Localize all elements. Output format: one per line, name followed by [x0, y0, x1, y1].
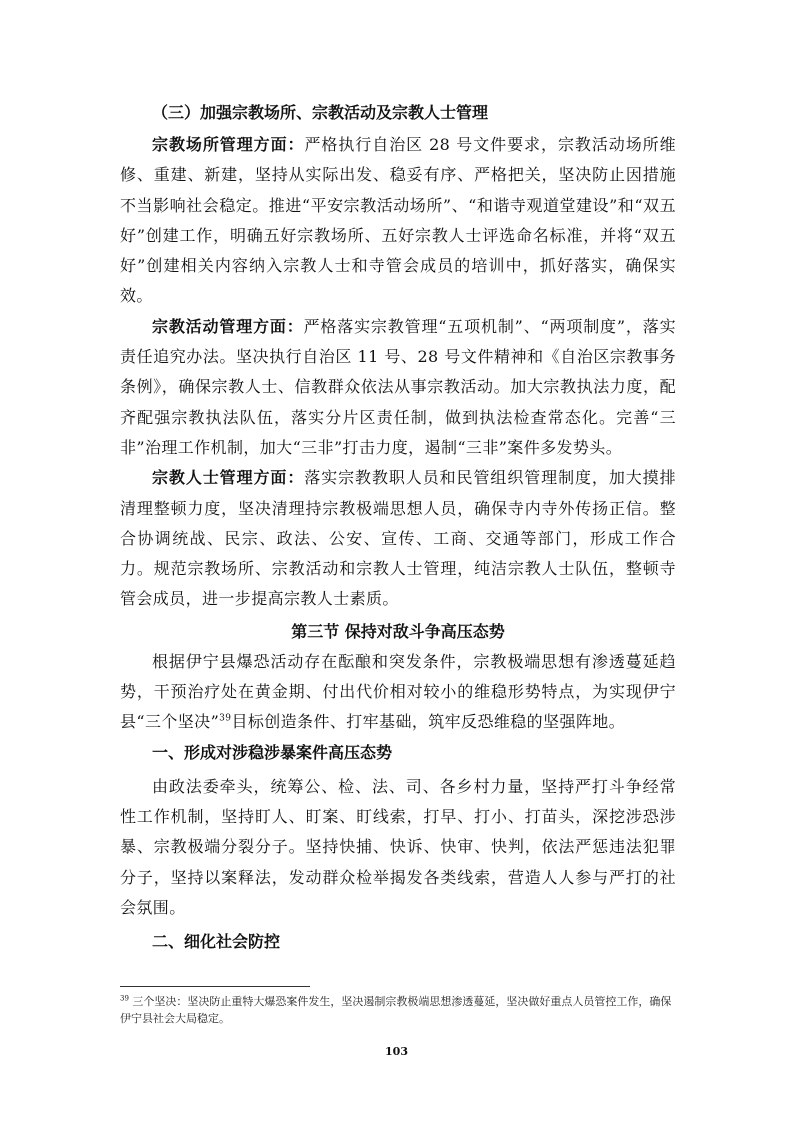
paragraph-lead: 宗教活动管理方面： [152, 316, 304, 336]
paragraph-personnel [120, 463, 676, 614]
paragraph-lead: 宗教人士管理方面： [152, 468, 305, 488]
subsection-heading: （三）加强宗教场所、宗教活动及宗教人士管理 [152, 103, 489, 122]
heading-social-control: 二、细化社会防控 [152, 932, 281, 952]
heading-high-pressure: 一、形成对涉稳涉暴案件高压态势 [152, 742, 393, 762]
footnote-reference[interactable]: 39 [219, 714, 232, 725]
body-text [120, 100, 676, 955]
paragraph-venues [120, 130, 676, 312]
paragraph-text: 由政法委牵头，统筹公、检、法、司、各乡村力量，坚持严打斗争经常性工作机制，坚持盯人、盯案、盯线索，打早、打小、打苗头，深挖涉恐涉暴、宗教极端分裂分子。坚持快捕、快诉、快审、快判，依法严惩违法犯罪分子，坚持以案释法，发动群众检举揭发各类线索，营造人人参与严打的社会氛围。 [120, 776, 676, 917]
footnote-text: 三个坚决：坚决防止重特大爆恐案件发生，坚决遏制宗教极端思想渗透蔓延，坚决做好重点人员管控工作，确保伊宁县社会大局稳定。 [120, 995, 672, 1025]
paragraph-pressure [120, 772, 676, 923]
footnote-divider [120, 986, 310, 987]
paragraph-text: 落实宗教教职人员和民管组织管理制度，加大摸排清理整顿力度，坚决清理持宗教极端思想人员，确保寺内寺外传扬正信。整合协调统战、民宗、政法、公安、宣传、工商、交通等部门，形成工作合力。规范宗教场所、宗教活动和宗教人士管理，纯洁宗教人士队伍，整顿寺管会成员，进一步提高宗教人士素质。 [120, 468, 676, 609]
footnote-number: 39 [120, 994, 129, 1003]
paragraph-lead: 宗教场所管理方面： [152, 135, 305, 154]
paragraph-activities [120, 312, 676, 463]
paragraph-text: 严格执行自治区 28 号文件要求，宗教活动场所维修、重建、新建，坚持从实际出发、稳妥有序、严格把关，坚决防止因措施不当影响社会稳定。推进“平安宗教活动场所”、“和谐寺观道堂建设”和“双五好”创建工作，明确五好宗教场所、五好宗教人士评选命名标准，并将“双五好”创建相关内容纳入宗教人士和寺管会成员的培训中，抓好落实，确保实效。 [120, 135, 676, 306]
footnote [120, 993, 676, 1027]
paragraph-text: 目标创造条件、打牢基础，筑牢反恐维稳的坚强阵地。 [231, 712, 626, 732]
paragraph-text: 严格落实宗教管理“五项机制”、“两项制度”，落实责任追究办法。坚决执行自治区 11 号、28 号文件精神和《自治区宗教事务条例》，确保宗教人士、信教群众依法从事宗教活动。加大宗教执法力度，配齐配强宗教执法队伍，落实分片区责任制，做到执法检查常态化。完善“三非”治理工作机制，加大“三非”打击力度，遏制“三非”案件多发势头。 [120, 316, 676, 457]
paragraph-section-intro [120, 647, 676, 738]
page-number: 103 [385, 1045, 408, 1058]
section-title: 第三节 保持对敌斗争高压态势 [291, 621, 505, 641]
paragraph-text: 根据伊宁县爆恐活动存在酝酿和突发条件，宗教极端思想有渗透蔓延趋势，干预治疗处在黄金期、付出代价相对较小的维稳形势特点，为实现伊宁县“三个坚决” [120, 651, 676, 732]
